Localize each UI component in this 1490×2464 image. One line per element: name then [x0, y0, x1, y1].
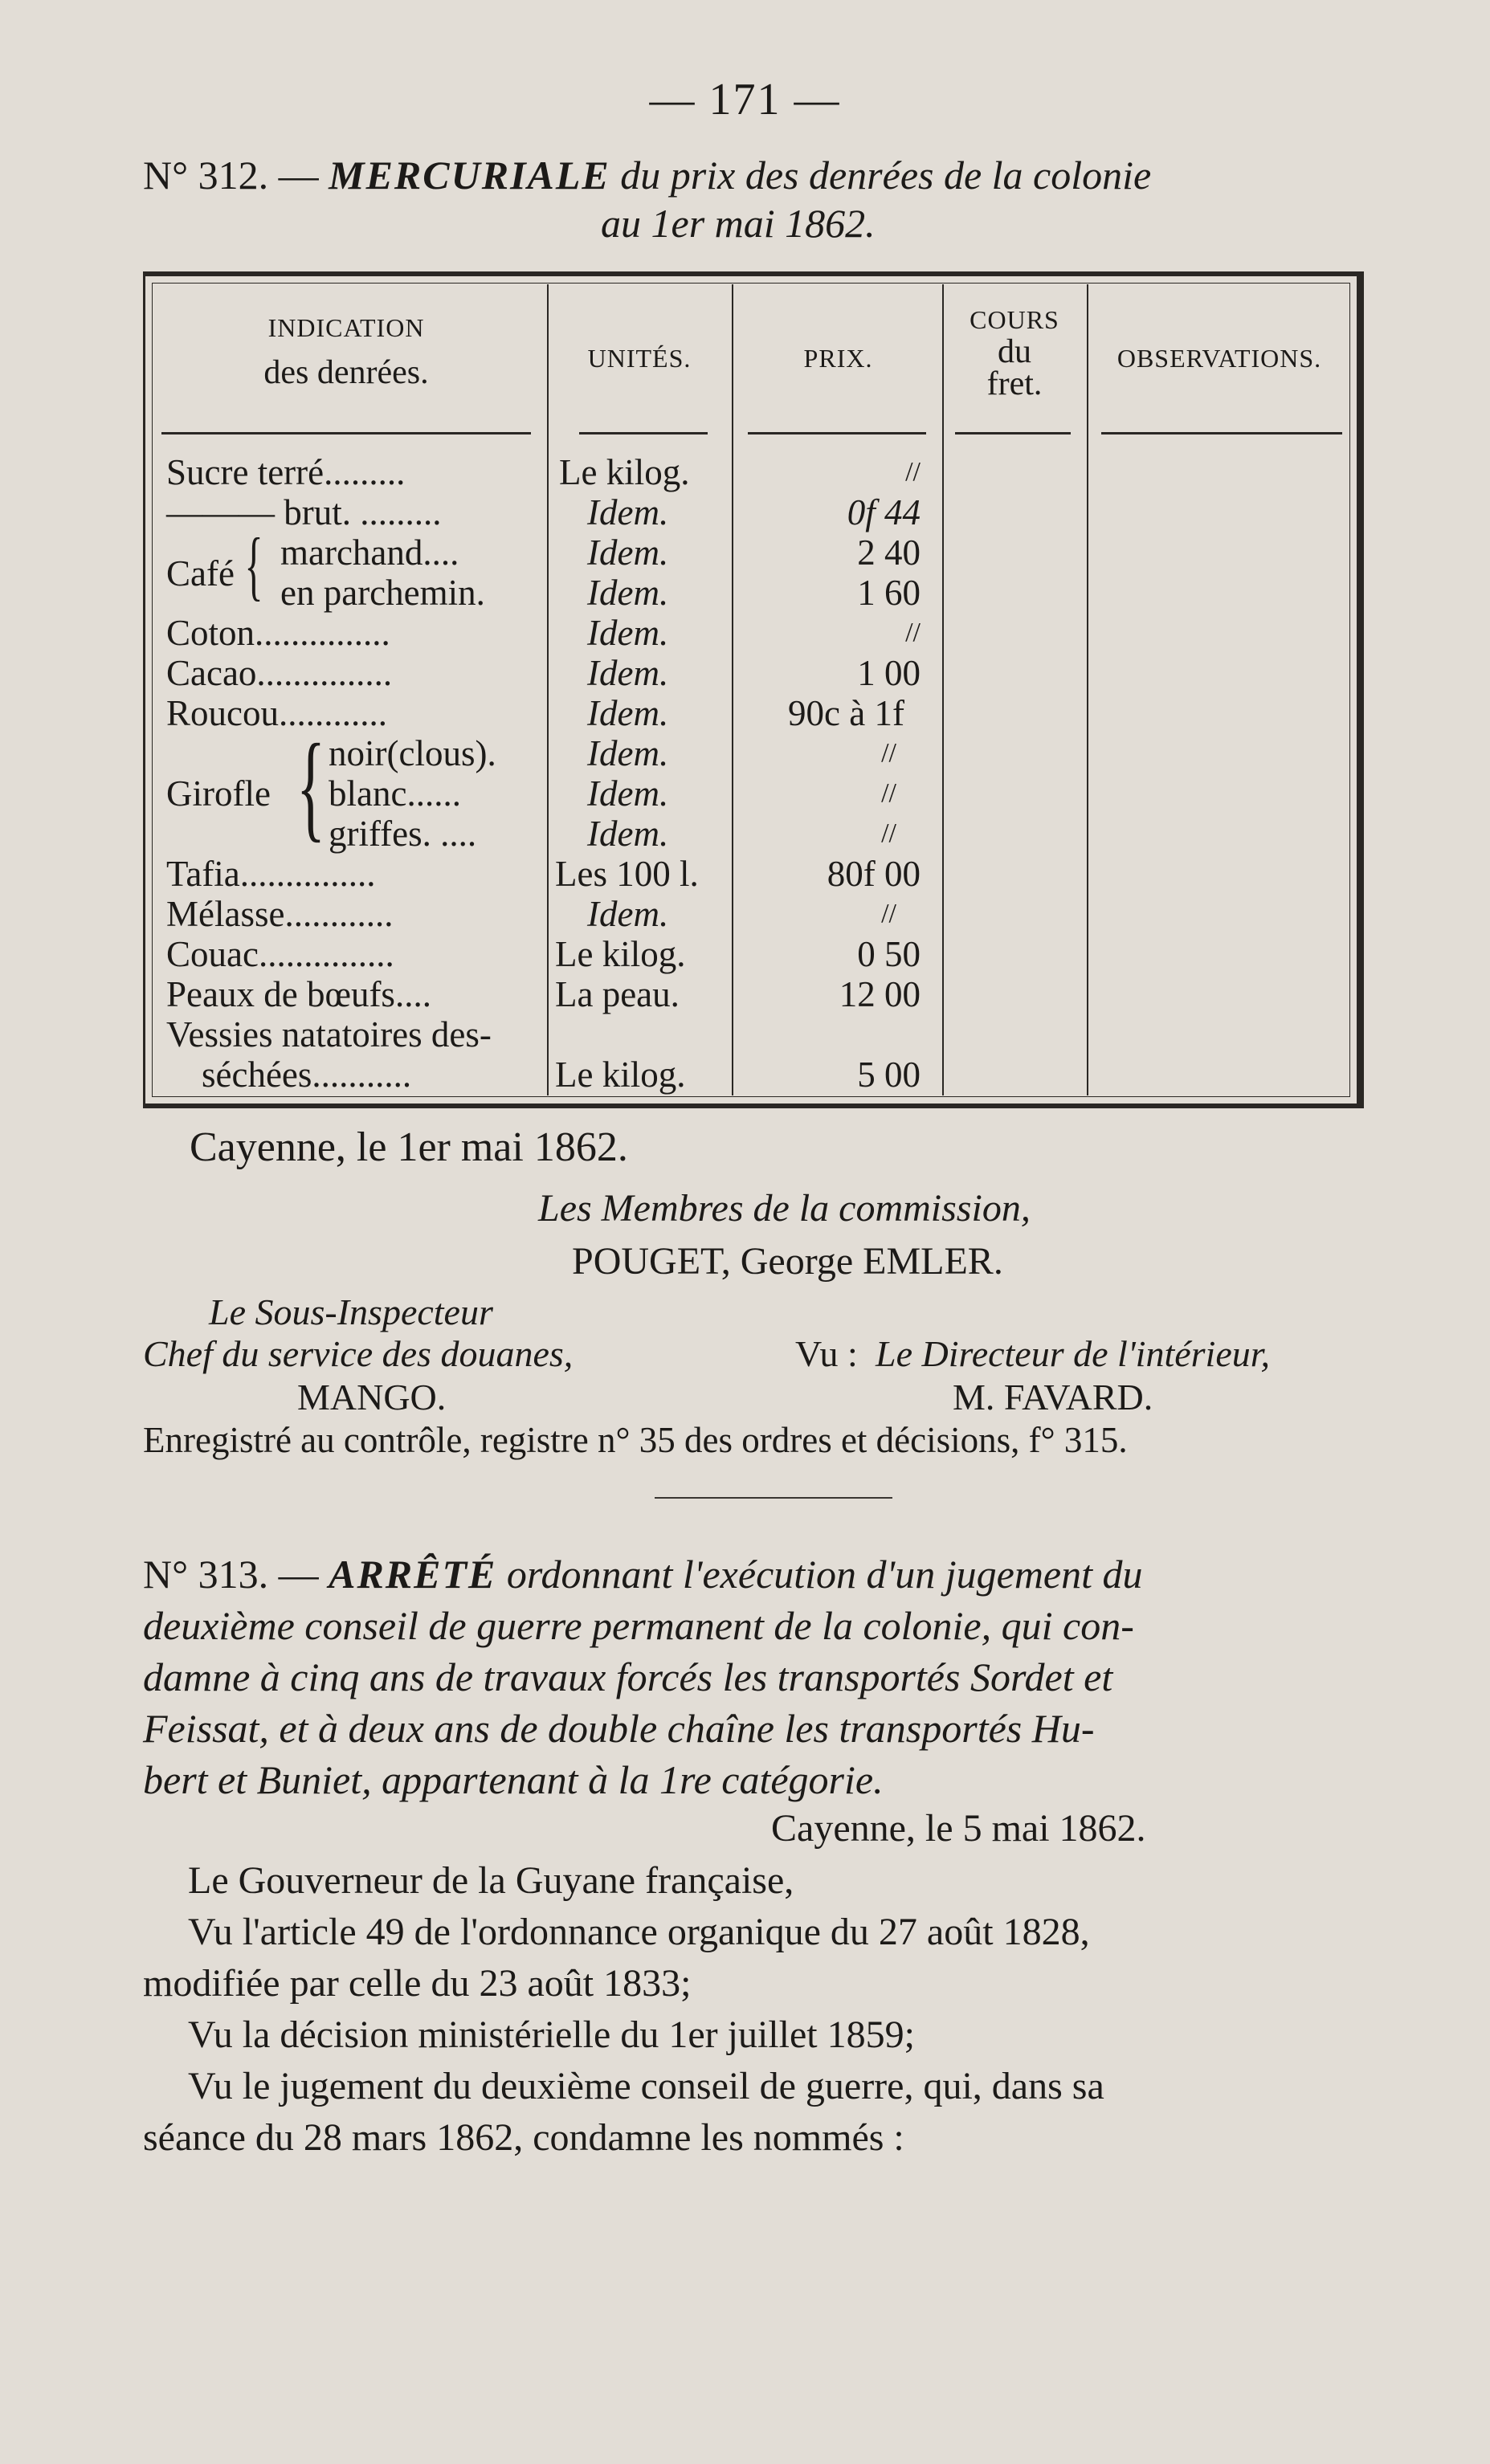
row-item: Roucou............	[166, 693, 387, 733]
doc-312-heading	[143, 151, 1396, 247]
row-price: //	[881, 899, 896, 928]
body-line: Vu la décision ministérielle du 1er juillet 1859;	[188, 2013, 915, 2056]
doc-313-line: deuxième conseil de guerre permanent de la colonie, qui con-	[143, 1603, 1134, 1648]
row-price: 2 40	[857, 532, 921, 573]
row-price: 0 50	[857, 934, 921, 974]
row-item: griffes. ....	[329, 814, 477, 854]
row-unit: Idem.	[587, 693, 669, 733]
doc-312-number: N° 312. —	[143, 153, 319, 198]
doc-313-line: damne à cinq ans de travaux forcés les transportés Sordet et	[143, 1654, 1113, 1699]
row-item: en parchemin.	[280, 573, 485, 613]
row-price: 5 00	[857, 1055, 921, 1095]
row-unit: Idem.	[587, 613, 669, 653]
row-item: Cacao...............	[166, 653, 393, 693]
row-price: 90c à 1f	[788, 693, 904, 733]
row-price: //	[905, 457, 921, 487]
row-unit: Idem.	[587, 492, 669, 532]
commission-label: Les Membres de la commission,	[538, 1187, 1031, 1230]
row-price: 1 60	[857, 573, 921, 613]
row-item: séchées...........	[202, 1055, 412, 1095]
row-item: noir(clous).	[329, 733, 496, 773]
header-rule	[161, 432, 531, 434]
row-item: Sucre terré.........	[166, 452, 406, 492]
signatory-mango: MANGO.	[297, 1377, 447, 1418]
row-price: 0f 44	[847, 492, 921, 532]
group-label-cafe: Café	[166, 553, 235, 594]
enregistre: Enregistré au contrôle, registre n° 35 des ordres et décisions, f° 315.	[143, 1420, 1128, 1460]
header-rule	[1101, 432, 1342, 434]
row-unit: Le kilog.	[555, 1055, 686, 1095]
header-rule	[955, 432, 1071, 434]
row-unit: La peau.	[555, 974, 680, 1014]
column-divider	[732, 284, 733, 1095]
row-price: 12 00	[839, 974, 921, 1014]
doc-313-heading	[143, 1548, 1372, 1805]
body-line: Vu le jugement du deuxième conseil de guerre, qui, dans sa	[188, 2065, 1104, 2107]
row-item: Couac...............	[166, 934, 394, 974]
header-cours-du-fret: COURS du fret.	[970, 305, 1059, 402]
row-unit: Idem.	[587, 653, 669, 693]
body-line: séance du 28 mars 1862, condamne les nommés :	[143, 2116, 904, 2159]
row-item: Mélasse............	[166, 894, 394, 934]
row-price: //	[881, 778, 896, 808]
header-observations: OBSERVATIONS.	[1116, 344, 1322, 373]
row-item: ——— brut. .........	[166, 492, 442, 532]
row-item: marchand....	[280, 532, 459, 573]
header-prix: PRIX.	[803, 344, 873, 373]
row-price: //	[881, 738, 896, 768]
chef-douanes: Chef du service des douanes,	[143, 1333, 574, 1374]
row-unit: Idem.	[587, 814, 669, 854]
row-price: //	[905, 618, 921, 647]
row-item: Vessies natatoires des-	[166, 1014, 492, 1055]
vu-label: Vu :	[795, 1333, 858, 1374]
body-text	[143, 1855, 1372, 2164]
directeur: Le Directeur de l'intérieur,	[876, 1333, 1271, 1374]
doc-313-line: bert et Buniet, appartenant à la 1re catégorie.	[143, 1757, 884, 1802]
header-rule	[748, 432, 926, 434]
row-unit: Idem.	[587, 532, 669, 573]
row-unit: Le kilog.	[555, 934, 686, 974]
column-divider	[547, 284, 549, 1095]
doc-313-line: ordonnant l'exécution d'un jugement du	[506, 1552, 1143, 1597]
brace-icon: {	[296, 720, 325, 853]
group-label-girofle: Girofle	[166, 773, 271, 814]
body-line: modifiée par celle du 23 août 1833;	[143, 1962, 692, 2005]
page-number: — 171 —	[649, 75, 841, 124]
row-item: blanc......	[329, 773, 461, 814]
place-date-2: Cayenne, le 5 mai 1862.	[771, 1807, 1146, 1850]
place-date: Cayenne, le 1er mai 1862.	[190, 1124, 628, 1170]
doc-312-title-word: MERCURIALE	[329, 153, 610, 198]
row-unit: Idem.	[587, 894, 669, 934]
row-unit: Idem.	[587, 733, 669, 773]
row-item: Tafia...............	[166, 854, 376, 894]
header-indication: INDICATION des denrées.	[263, 313, 429, 391]
doc-313-number: N° 313. —	[143, 1552, 319, 1597]
row-unit: Les 100 l.	[555, 854, 699, 894]
row-item: Coton...............	[166, 613, 390, 653]
column-divider	[942, 284, 944, 1095]
body-line: Vu l'article 49 de l'ordonnance organique du 27 août 1828,	[188, 1911, 1090, 1953]
sous-inspecteur: Le Sous-Inspecteur	[209, 1291, 493, 1332]
row-item: Peaux de bœufs....	[166, 974, 431, 1014]
row-unit: Le kilog.	[559, 452, 690, 492]
mercuriale-table	[143, 271, 1364, 1108]
row-price: 80f 00	[827, 854, 921, 894]
row-unit: Idem.	[587, 773, 669, 814]
row-price: //	[881, 818, 896, 848]
section-separator	[655, 1497, 892, 1499]
column-divider	[1087, 284, 1088, 1095]
doc-313-title-word: ARRÊTÉ	[329, 1552, 497, 1597]
row-unit: Idem.	[587, 573, 669, 613]
doc-312-title-rest: du prix des denrées de la colonie	[620, 153, 1152, 198]
brace-icon: {	[244, 522, 263, 608]
doc-313-line: Feissat, et à deux ans de double chaîne les transportés Hu-	[143, 1706, 1095, 1751]
row-price: 1 00	[857, 653, 921, 693]
header-rule	[579, 432, 708, 434]
doc-312-title-line2: au 1er mai 1862.	[601, 201, 876, 246]
commission-names: POUGET, George EMLER.	[572, 1240, 1003, 1283]
signatory-favard: M. FAVARD.	[953, 1377, 1153, 1418]
body-line: Le Gouverneur de la Guyane française,	[188, 1859, 794, 1902]
header-unites: UNITÉS.	[587, 344, 692, 373]
